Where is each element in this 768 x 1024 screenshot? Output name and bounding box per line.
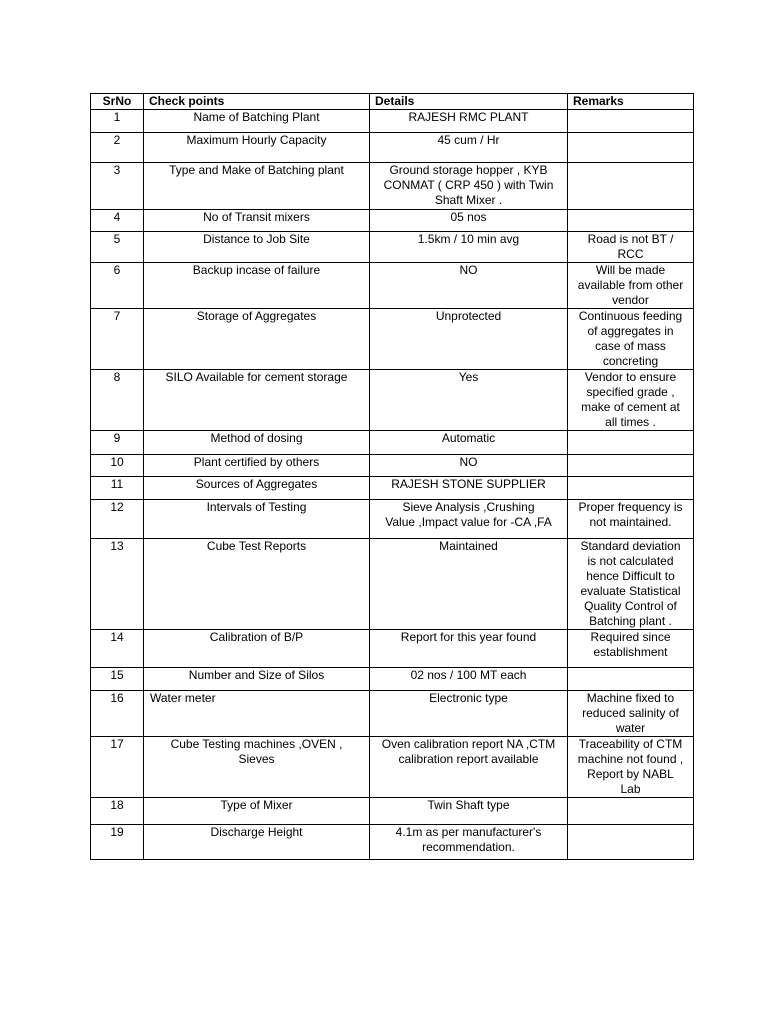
cell-check-point: Type of Mixer xyxy=(144,798,370,825)
cell-check-point: Sources of Aggregates xyxy=(144,477,370,500)
table-row xyxy=(91,370,694,431)
cell-details: Twin Shaft type xyxy=(370,798,568,825)
cell-check-point: Discharge Height xyxy=(144,825,370,860)
cell-srno: 15 xyxy=(91,668,144,691)
checkpoint-table xyxy=(90,93,694,860)
cell-check-point: Backup incase of failure xyxy=(144,263,370,309)
table-row xyxy=(91,500,694,539)
cell-remarks xyxy=(568,798,694,825)
cell-details: RAJESH STONE SUPPLIER xyxy=(370,477,568,500)
cell-details: Report for this year found xyxy=(370,630,568,668)
cell-details: Ground storage hopper , KYB CONMAT ( CRP 450 ) with Twin Shaft Mixer . xyxy=(370,163,568,210)
table-row xyxy=(91,539,694,630)
header-check-points: Check points xyxy=(144,94,370,110)
cell-details: NO xyxy=(370,455,568,477)
cell-remarks xyxy=(568,455,694,477)
cell-check-point: Maximum Hourly Capacity xyxy=(144,133,370,163)
table-row xyxy=(91,232,694,263)
cell-srno: 12 xyxy=(91,500,144,539)
cell-srno: 8 xyxy=(91,370,144,431)
cell-details: RAJESH RMC PLANT xyxy=(370,110,568,133)
cell-remarks: Proper frequency is not maintained. xyxy=(568,500,694,539)
cell-details: 1.5km / 10 min avg xyxy=(370,232,568,263)
table-row xyxy=(91,263,694,309)
cell-srno: 5 xyxy=(91,232,144,263)
table-row xyxy=(91,309,694,370)
cell-details: NO xyxy=(370,263,568,309)
cell-details: Yes xyxy=(370,370,568,431)
cell-srno: 19 xyxy=(91,825,144,860)
cell-remarks: Machine fixed to reduced salinity of water xyxy=(568,691,694,737)
cell-details: Automatic xyxy=(370,431,568,455)
cell-details: Electronic type xyxy=(370,691,568,737)
cell-srno: 11 xyxy=(91,477,144,500)
cell-srno: 14 xyxy=(91,630,144,668)
cell-remarks: Continuous feeding of aggregates in case of mass concreting xyxy=(568,309,694,370)
cell-remarks xyxy=(568,825,694,860)
cell-details: 4.1m as per manufacturer's recommendation. xyxy=(370,825,568,860)
table-row xyxy=(91,431,694,455)
cell-details: Oven calibration report NA ,CTM calibration report available xyxy=(370,737,568,798)
cell-check-point: Number and Size of Silos xyxy=(144,668,370,691)
header-details: Details xyxy=(370,94,568,110)
cell-details: 45 cum / Hr xyxy=(370,133,568,163)
cell-check-point: Intervals of Testing xyxy=(144,500,370,539)
header-remarks: Remarks xyxy=(568,94,694,110)
cell-check-point: Calibration of B/P xyxy=(144,630,370,668)
table-row xyxy=(91,630,694,668)
table-row xyxy=(91,133,694,163)
cell-remarks xyxy=(568,163,694,210)
table-body xyxy=(91,110,694,860)
cell-remarks xyxy=(568,110,694,133)
cell-srno: 16 xyxy=(91,691,144,737)
cell-remarks: Vendor to ensure specified grade , make of cement at all times . xyxy=(568,370,694,431)
cell-details: 05 nos xyxy=(370,210,568,232)
table-row xyxy=(91,825,694,860)
cell-details: 02 nos / 100 MT each xyxy=(370,668,568,691)
cell-srno: 7 xyxy=(91,309,144,370)
cell-remarks xyxy=(568,477,694,500)
cell-details: Sieve Analysis ,Crushing Value ,Impact value for -CA ,FA xyxy=(370,500,568,539)
cell-check-point: Water meter xyxy=(144,691,370,737)
cell-remarks: Road is not BT / RCC xyxy=(568,232,694,263)
cell-remarks xyxy=(568,431,694,455)
table-row xyxy=(91,668,694,691)
cell-remarks: Required since establishment xyxy=(568,630,694,668)
cell-srno: 1 xyxy=(91,110,144,133)
cell-srno: 2 xyxy=(91,133,144,163)
cell-remarks xyxy=(568,668,694,691)
cell-remarks: Traceability of CTM machine not found , Report by NABL Lab xyxy=(568,737,694,798)
cell-check-point: Name of Batching Plant xyxy=(144,110,370,133)
cell-remarks: Standard deviation is not calculated hence Difficult to evaluate Statistical Quality Control of Batching plant . xyxy=(568,539,694,630)
cell-details: Maintained xyxy=(370,539,568,630)
cell-check-point: Type and Make of Batching plant xyxy=(144,163,370,210)
cell-srno: 6 xyxy=(91,263,144,309)
cell-check-point: Plant certified by others xyxy=(144,455,370,477)
table-row xyxy=(91,691,694,737)
cell-srno: 4 xyxy=(91,210,144,232)
cell-check-point: Cube Testing machines ,OVEN , Sieves xyxy=(144,737,370,798)
cell-srno: 3 xyxy=(91,163,144,210)
table-header-row xyxy=(91,94,694,110)
table-row xyxy=(91,110,694,133)
table-row xyxy=(91,210,694,232)
cell-check-point: Method of dosing xyxy=(144,431,370,455)
header-srno: SrNo xyxy=(91,94,144,110)
table-row xyxy=(91,477,694,500)
cell-srno: 18 xyxy=(91,798,144,825)
cell-check-point: SILO Available for cement storage xyxy=(144,370,370,431)
cell-check-point: Distance to Job Site xyxy=(144,232,370,263)
cell-check-point: No of Transit mixers xyxy=(144,210,370,232)
cell-remarks: Will be made available from other vendor xyxy=(568,263,694,309)
cell-srno: 10 xyxy=(91,455,144,477)
cell-srno: 13 xyxy=(91,539,144,630)
cell-check-point: Cube Test Reports xyxy=(144,539,370,630)
table-row xyxy=(91,737,694,798)
cell-details: Unprotected xyxy=(370,309,568,370)
table-row xyxy=(91,455,694,477)
cell-srno: 17 xyxy=(91,737,144,798)
table-row xyxy=(91,163,694,210)
cell-remarks xyxy=(568,210,694,232)
table-row xyxy=(91,798,694,825)
cell-remarks xyxy=(568,133,694,163)
cell-srno: 9 xyxy=(91,431,144,455)
cell-check-point: Storage of Aggregates xyxy=(144,309,370,370)
